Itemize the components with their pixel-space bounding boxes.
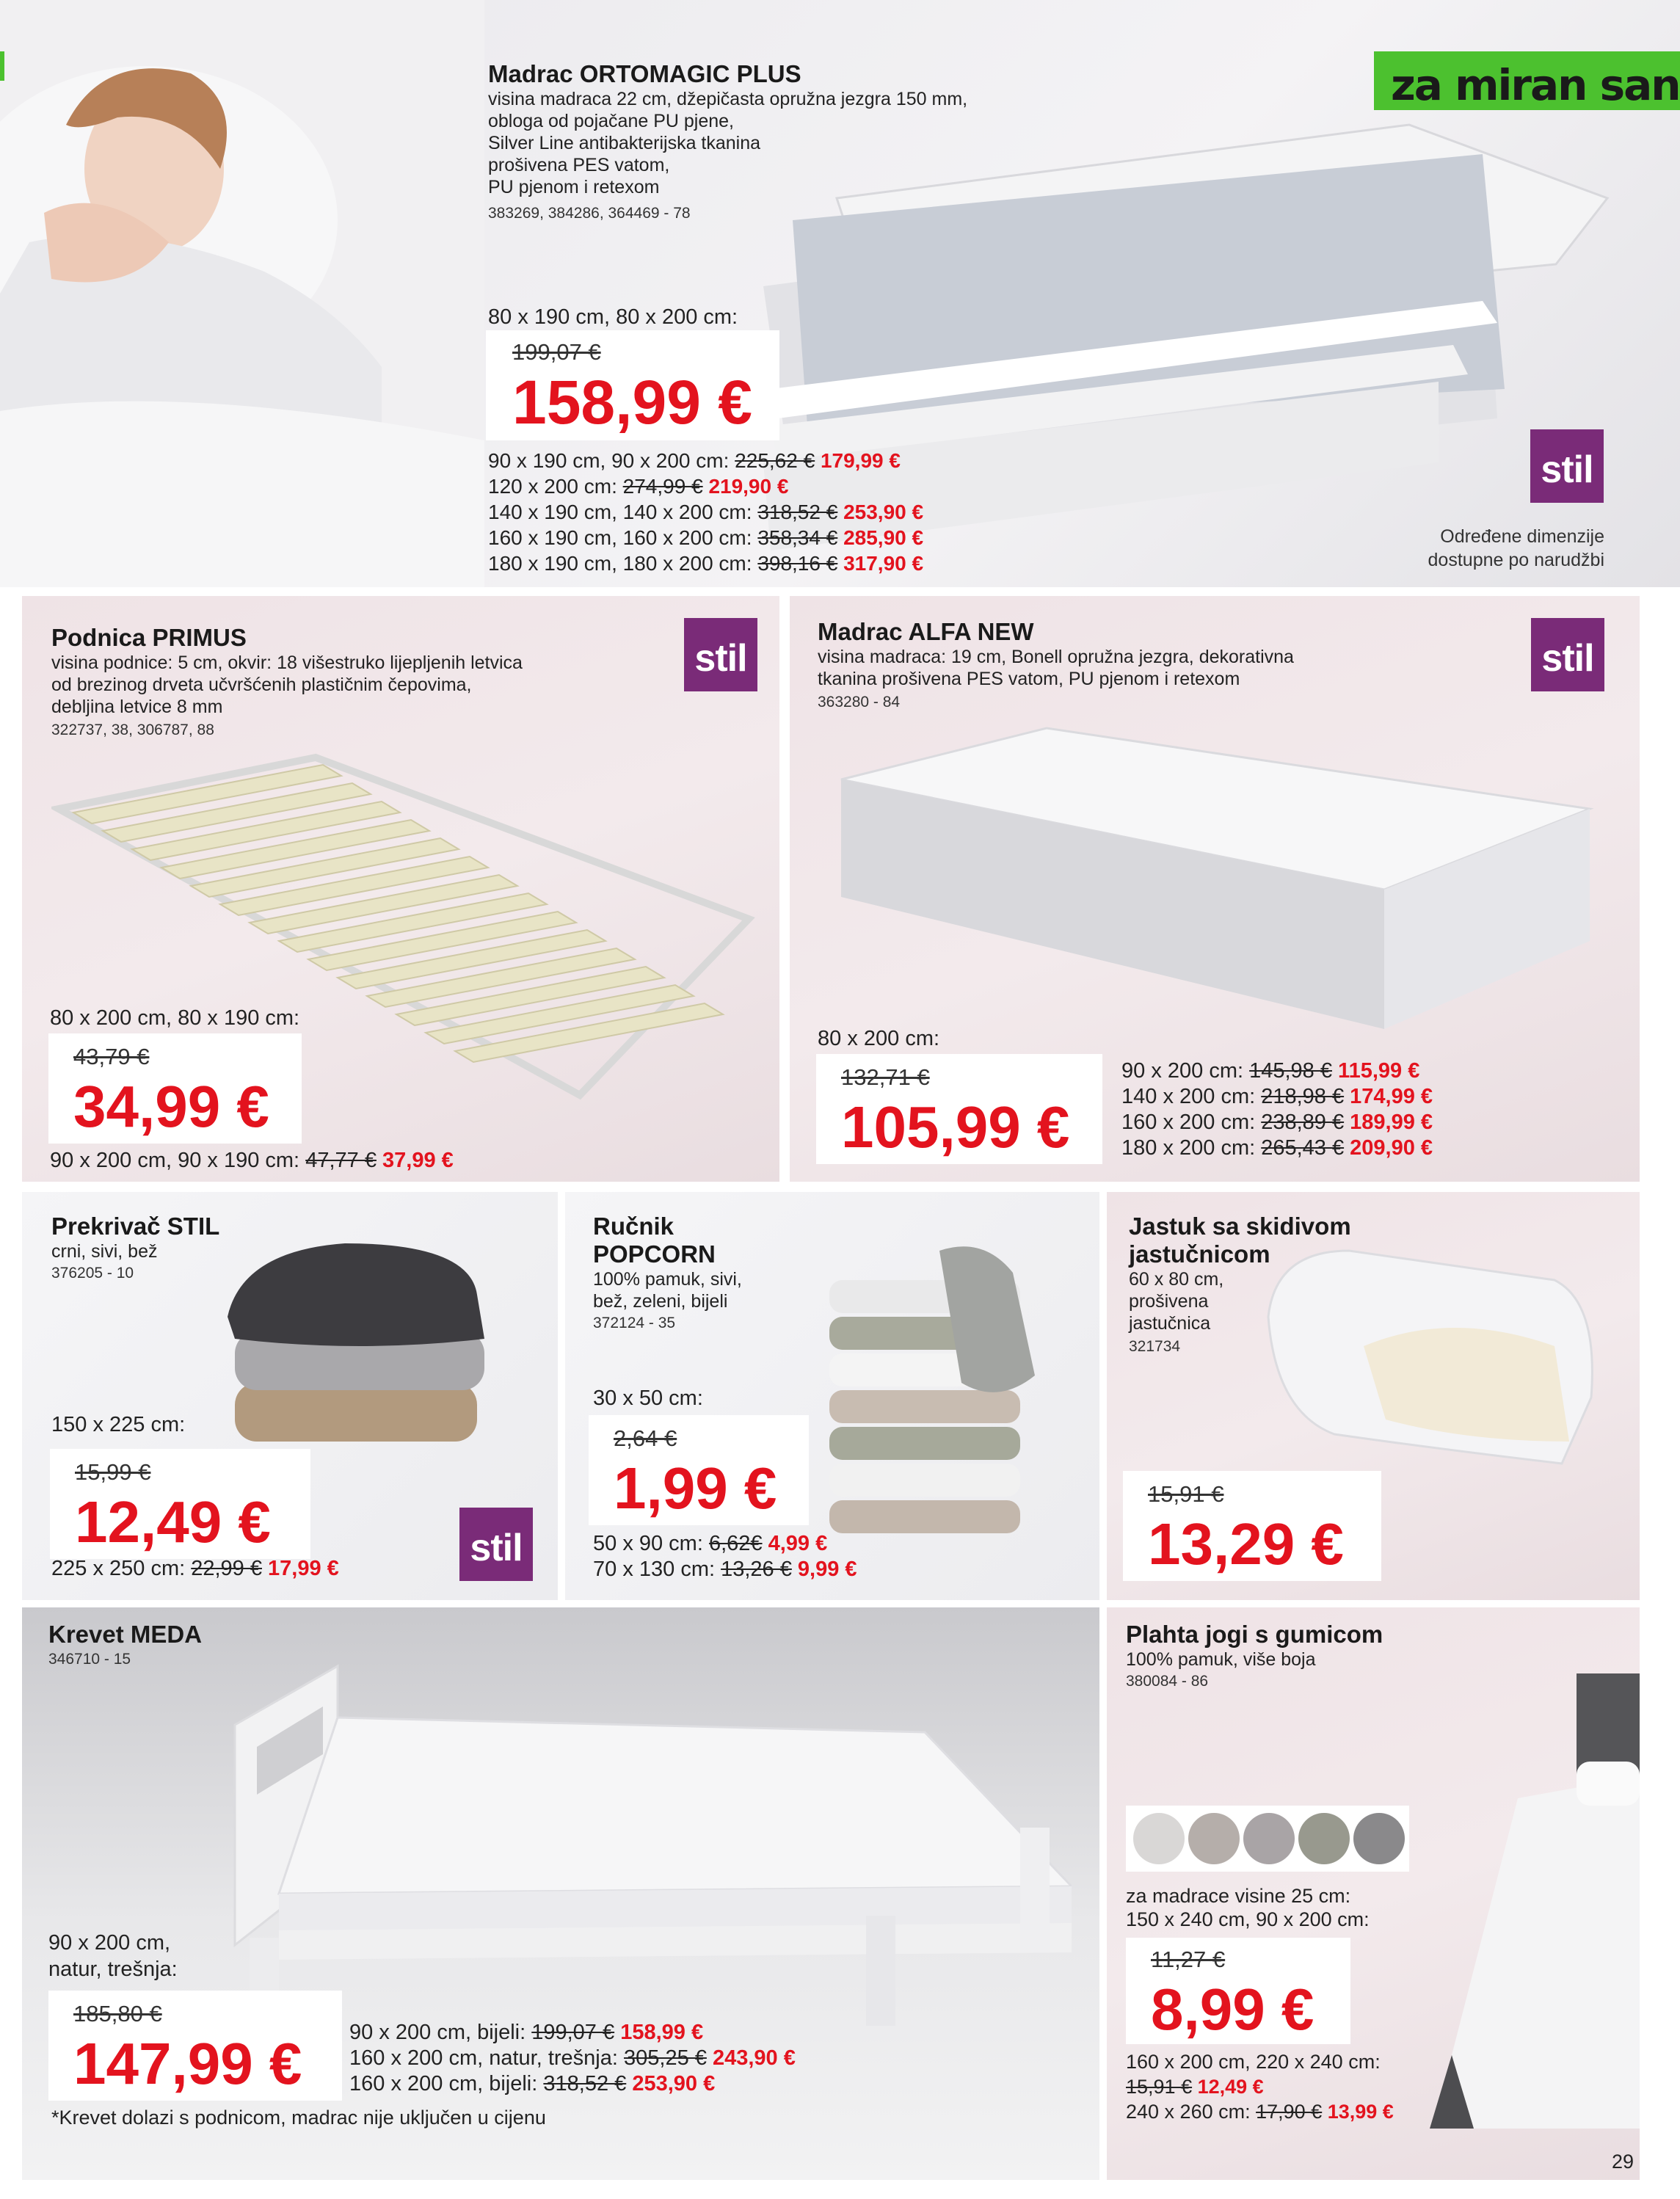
- alfa-mattress-image: [826, 721, 1604, 1044]
- primus-panel: [22, 596, 779, 1182]
- variant-line: 90 x 200 cm, bijeli: 199,07 € 158,99 €: [349, 2021, 704, 2044]
- primus-desc-3: debljina letvice 8 mm: [51, 697, 223, 717]
- krevet-price-box: [48, 1991, 342, 2101]
- plahta-price-box: [1126, 1938, 1350, 2044]
- blanket-stack-image: [213, 1236, 521, 1456]
- ortomagic-desc-4: prošivena PES vatom,: [488, 155, 670, 175]
- primus-old-price: 43,79 €: [73, 1044, 150, 1069]
- variant-line: 90 x 200 cm: 145,98 € 115,99 €: [1121, 1059, 1420, 1083]
- color-swatch[interactable]: [1298, 1813, 1350, 1864]
- variant-line: 120 x 200 cm: 274,99 € 219,90 €: [488, 475, 789, 498]
- plahta-desc: 100% pamuk, više boja: [1126, 1649, 1316, 1670]
- variant-line: 160 x 190 cm, 160 x 200 cm: 358,34 € 285,90 €: [488, 526, 924, 549]
- primus-desc-1: visina podnice: 5 cm, okvir: 18 višestruko lijepljenih letvica: [51, 653, 523, 673]
- jastuk-title-1: Jastuk sa skidivom: [1129, 1213, 1351, 1240]
- fitted-sheet-bed-image: [1430, 1673, 1640, 2129]
- jastuk-new-price: 13,29 €: [1148, 1511, 1344, 1577]
- tagline: za miran san: [1391, 60, 1680, 110]
- primus-size-label: 80 x 200 cm, 80 x 190 cm:: [50, 1006, 300, 1030]
- color-swatch[interactable]: [1188, 1813, 1240, 1864]
- towel-stack-image: [815, 1229, 1064, 1544]
- stil-logo: stil: [684, 618, 757, 691]
- alfa-title: Madrac ALFA NEW: [818, 618, 1034, 645]
- alfa-size-label: 80 x 200 cm:: [818, 1027, 940, 1050]
- alfa-code: 363280 - 84: [818, 694, 901, 710]
- rucnik-desc-2: bež, zeleni, bijeli: [593, 1291, 728, 1312]
- variant-line: 160 x 200 cm, natur, trešnja: 305,25 € 243,90 €: [349, 2046, 796, 2070]
- stil-logo: stil: [1530, 429, 1604, 503]
- alfa-panel: [790, 596, 1640, 1182]
- rucnik-variants: [593, 1531, 857, 1582]
- bed-frame-image: [191, 1637, 1072, 2048]
- color-swatch[interactable]: [1243, 1813, 1295, 1864]
- variant-line: 90 x 200 cm, 90 x 190 cm: 47,77 € 37,99 €: [50, 1149, 454, 1172]
- primus-variants: [50, 1148, 454, 1174]
- rucnik-title-2: POPCORN: [593, 1240, 716, 1268]
- primus-new-price: 34,99 €: [73, 1074, 269, 1139]
- krevet-size-label-2: natur, trešnja:: [48, 1958, 178, 1981]
- prekrivac-code: 376205 - 10: [51, 1265, 134, 1282]
- jastuk-price-box: [1123, 1471, 1381, 1581]
- prekrivac-title: Prekrivač STIL: [51, 1213, 220, 1240]
- primus-title: Podnica PRIMUS: [51, 624, 247, 651]
- ortomagic-desc-1: visina madraca 22 cm, džepičasta opružna jezgra 150 mm,: [488, 89, 968, 109]
- rucnik-size-label: 30 x 50 cm:: [593, 1386, 703, 1410]
- prekrivac-desc: crni, sivi, bež: [51, 1241, 158, 1262]
- ortomagic-new-price: 158,99 €: [512, 368, 752, 437]
- stil-logo: stil: [1531, 618, 1604, 691]
- variant-line: 180 x 190 cm, 180 x 200 cm: 398,16 € 317,90 €: [488, 552, 924, 575]
- ortomagic-desc-5: PU pjenom i retexom: [488, 177, 660, 197]
- variant-line: 180 x 200 cm: 265,43 € 209,90 €: [1121, 1136, 1433, 1160]
- ortomagic-old-price: 199,07 €: [512, 339, 601, 365]
- variant-line: 160 x 200 cm, bijeli: 318,52 € 253,90 €: [349, 2072, 716, 2096]
- variant-size-line: 160 x 200 cm, 220 x 240 cm:: [1126, 2051, 1381, 2073]
- ortomagic-note: Određene dimenzije dostupne po narudžbi: [1428, 526, 1604, 570]
- variant-line: 225 x 250 cm: 22,99 € 17,99 €: [51, 1557, 339, 1580]
- rucnik-old-price: 2,64 €: [614, 1425, 677, 1451]
- variant-line: 240 x 260 cm: 17,90 € 13,99 €: [1126, 2101, 1394, 2123]
- alfa-desc-1: visina madraca: 19 cm, Bonell opružna jezgra, dekorativna: [818, 647, 1294, 667]
- primus-code: 322737, 38, 306787, 88: [51, 722, 214, 738]
- plahta-panel: [1107, 1607, 1640, 2180]
- jastuk-title-2: jastučnicom: [1129, 1240, 1270, 1268]
- jastuk-code: 321734: [1129, 1338, 1181, 1355]
- plahta-code: 380084 - 86: [1126, 1673, 1209, 1690]
- prekrivac-new-price: 12,49 €: [75, 1489, 271, 1555]
- green-edge-mark: [0, 51, 4, 81]
- rucnik-price-box: [589, 1415, 809, 1525]
- color-swatches: [1126, 1806, 1409, 1872]
- alfa-new-price: 105,99 €: [841, 1094, 1070, 1160]
- alfa-variants: [1121, 1058, 1433, 1161]
- plahta-new-price: 8,99 €: [1151, 1977, 1314, 2042]
- primus-desc-2: od brezinog drveta učvršćenih plastičnim čepovima,: [51, 675, 472, 695]
- rucnik-code: 372124 - 35: [593, 1315, 676, 1331]
- color-swatch[interactable]: [1353, 1813, 1405, 1864]
- krevet-panel: [22, 1607, 1099, 2180]
- sleeping-woman-image: [0, 0, 484, 587]
- prekrivac-panel: [22, 1192, 558, 1600]
- plahta-variants: [1126, 2049, 1394, 2124]
- ortomagic-desc-2: obloga od pojačane PU pjene,: [488, 111, 734, 131]
- jastuk-old-price: 15,91 €: [1148, 1481, 1224, 1507]
- plahta-size-label-2: 150 x 240 cm, 90 x 200 cm:: [1126, 1908, 1370, 1930]
- ortomagic-desc-3: Silver Line antibakterijska tkanina: [488, 133, 761, 153]
- jastuk-desc-2: prošivena: [1129, 1291, 1209, 1312]
- variant-line: 140 x 190 cm, 140 x 200 cm: 318,52 € 253,90 €: [488, 501, 924, 523]
- ortomagic-size-label: 80 x 190 cm, 80 x 200 cm:: [488, 305, 738, 329]
- rucnik-new-price: 1,99 €: [614, 1455, 777, 1521]
- ortomagic-variants: [488, 448, 923, 576]
- prekrivac-old-price: 15,99 €: [75, 1459, 151, 1485]
- krevet-old-price: 185,80 €: [73, 2001, 162, 2027]
- krevet-variants: [349, 2020, 796, 2097]
- variant-line: 50 x 90 cm: 6,62€ 4,99 €: [593, 1532, 828, 1555]
- variant-line: 160 x 200 cm: 238,89 € 189,99 €: [1121, 1111, 1433, 1134]
- color-swatch[interactable]: [1133, 1813, 1185, 1864]
- stil-logo: stil: [459, 1508, 533, 1581]
- primus-price-box: [48, 1033, 302, 1144]
- ortomagic-price-box: [486, 330, 779, 440]
- krevet-footnote: *Krevet dolazi s podnicom, madrac nije uključen u cijenu: [51, 2107, 546, 2129]
- jastuk-desc-1: 60 x 80 cm,: [1129, 1269, 1224, 1290]
- variant-line: 70 x 130 cm: 13,26 € 9,99 €: [593, 1558, 857, 1581]
- krevet-size-label-1: 90 x 200 cm,: [48, 1931, 171, 1955]
- jastuk-desc-3: jastučnica: [1129, 1313, 1211, 1334]
- krevet-code: 346710 - 15: [48, 1651, 131, 1668]
- plahta-title: Plahta jogi s gumicom: [1126, 1621, 1383, 1648]
- alfa-desc-2: tkanina prošivena PES vatom, PU pjenom i retexom: [818, 669, 1240, 689]
- variant-line: 90 x 190 cm, 90 x 200 cm: 225,62 € 179,99 €: [488, 449, 901, 472]
- jastuk-panel: [1107, 1192, 1640, 1600]
- rucnik-title-1: Ručnik: [593, 1213, 674, 1240]
- rucnik-desc-1: 100% pamuk, sivi,: [593, 1269, 742, 1290]
- krevet-title: Krevet MEDA: [48, 1621, 203, 1648]
- variant-line: 140 x 200 cm: 218,98 € 174,99 €: [1121, 1085, 1433, 1108]
- plahta-size-label-1: za madrace visine 25 cm:: [1126, 1885, 1351, 1907]
- variant-line: 15,91 € 12,49 €: [1126, 2076, 1264, 2098]
- plahta-old-price: 11,27 €: [1151, 1947, 1226, 1972]
- ortomagic-title: Madrac ORTOMAGIC PLUS: [488, 60, 801, 87]
- page-number: 29: [1612, 2151, 1634, 2173]
- rucnik-panel: [565, 1192, 1099, 1600]
- prekrivac-size-label: 150 x 225 cm:: [51, 1413, 186, 1436]
- alfa-price-box: [816, 1054, 1102, 1164]
- alfa-old-price: 132,71 €: [841, 1064, 930, 1090]
- prekrivac-variants: [51, 1556, 339, 1582]
- ortomagic-code: 383269, 384286, 364469 - 78: [488, 205, 691, 222]
- pillow-image: [1246, 1236, 1613, 1478]
- krevet-new-price: 147,99 €: [73, 2031, 302, 2096]
- prekrivac-price-box: [50, 1449, 310, 1559]
